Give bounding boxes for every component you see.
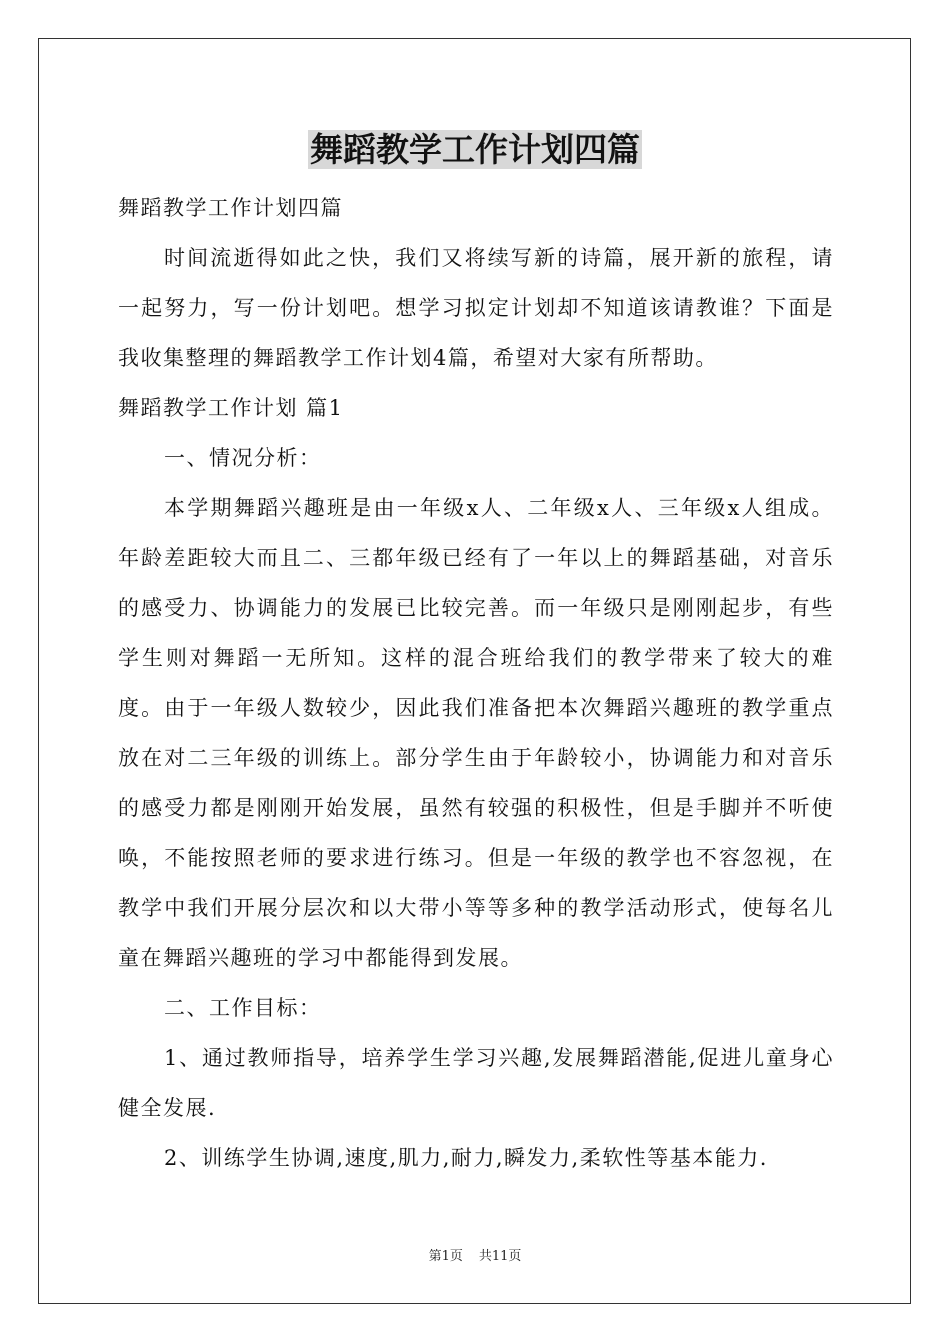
document-body	[118, 183, 834, 1183]
document-title-text: 舞蹈教学工作计划四篇	[310, 130, 640, 169]
section-heading-plan-1: 舞蹈教学工作计划 篇1	[118, 396, 344, 420]
page-number: 第1页	[428, 1249, 463, 1264]
document-title	[0, 128, 950, 172]
page-footer	[0, 1248, 950, 1266]
page-total: 共11页	[478, 1249, 522, 1264]
intro-paragraph: 时间流逝得如此之快，我们又将续写新的诗篇，展开新的旅程，请一起努力，写一份计划吧。想学习拟定计划却不知道该请教谁？下面是我收集整理的舞蹈教学工作计划4篇，希望对大家有所帮助。	[118, 246, 834, 370]
subtitle-line: 舞蹈教学工作计划四篇	[118, 196, 343, 220]
goal-item-2: 2、训练学生协调,速度,肌力,耐力,瞬发力,柔软性等基本能力.	[164, 1146, 768, 1170]
situation-analysis-paragraph: 本学期舞蹈兴趣班是由一年级x人、二年级x人、三年级x人组成。年龄差距较大而且二、三都年级已经有了一年以上的舞蹈基础，对音乐的感受力、协调能力的发展已比较完善。而一年级只是刚刚起步，有些学生则对舞蹈一无所知。这样的混合班给我们的教学带来了较大的难度。由于一年级人数较少，因此我们准备把本次舞蹈兴趣班的教学重点放在对二三年级的训练上。部分学生由于年龄较小，协调能力和对音乐的感受力都是刚刚开始发展，虽然有较强的积极性，但是手脚并不听使唤，不能按照老师的要求进行练习。但是一年级的教学也不容忽视，在教学中我们开展分层次和以大带小等等多种的教学活动形式，使每名儿童在舞蹈兴趣班的学习中都能得到发展。	[118, 496, 834, 970]
heading-work-goals: 二、工作目标：	[164, 996, 322, 1020]
heading-situation-analysis: 一、情况分析：	[164, 446, 322, 470]
goal-item-1: 1、通过教师指导，培养学生学习兴趣,发展舞蹈潜能,促进儿童身心健全发展.	[118, 1046, 834, 1120]
